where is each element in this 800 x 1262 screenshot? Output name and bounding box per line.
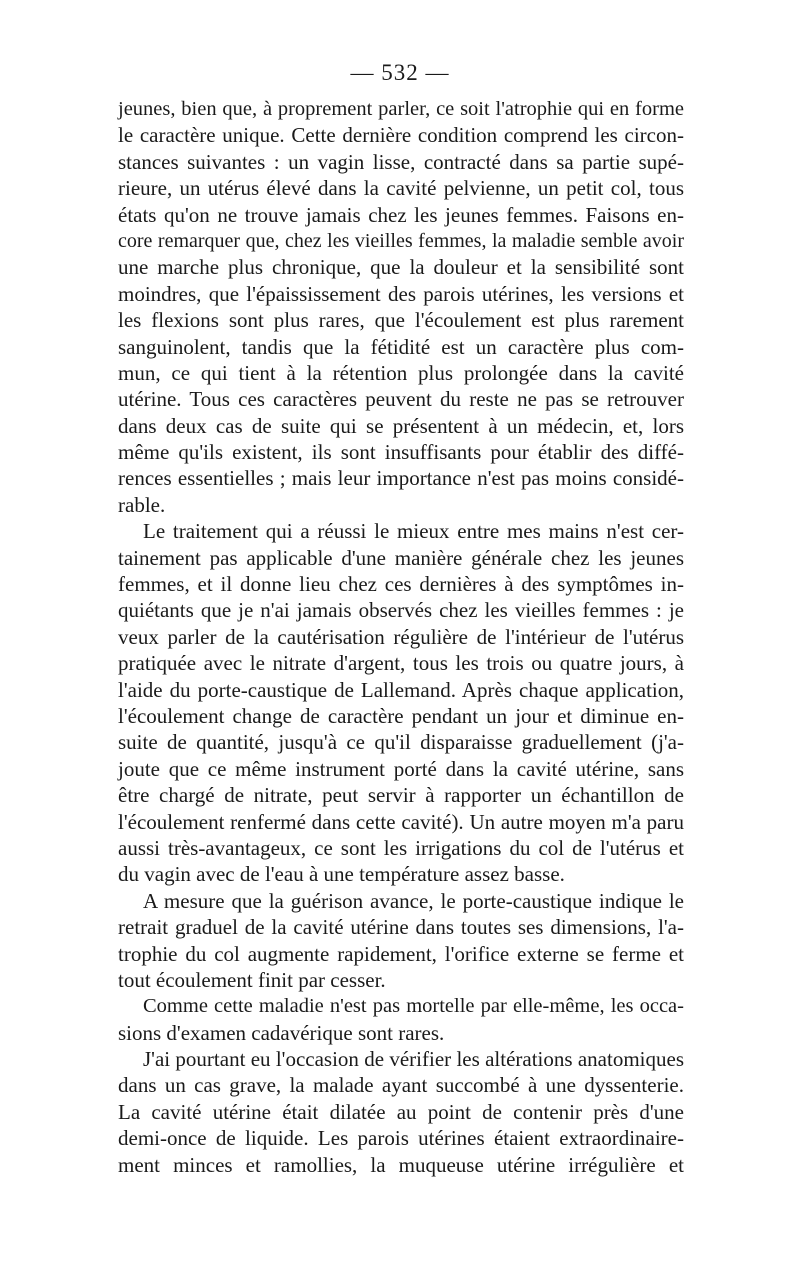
page-number: — 532 — [350, 60, 450, 85]
text-line: Comme cette maladie n'est pas mortelle par elle-même, les occa- [143, 995, 684, 1018]
text-line: quiétants que je n'ai jamais observés chez les vieilles femmes : je [118, 598, 684, 623]
text-line: moindres, que l'épaississement des parois utérines, les versions et [118, 281, 684, 306]
text-line: du vagin avec de l'eau à une température assez basse. [118, 862, 565, 887]
text-line: Le traitement qui a réussi le mieux entre mes mains n'est cer- [143, 519, 684, 544]
text-line: pratiquée avec le nitrate d'argent, tous les trois ou quatre jours, à [118, 651, 684, 676]
text-line: suite de quantité, jusqu'à ce qu'il disparaisse graduellement (j'a- [118, 730, 684, 755]
text-line: rable. [118, 492, 166, 517]
text-line: retrait graduel de la cavité utérine dans toutes ses dimensions, l'a- [118, 915, 684, 940]
text-line: être chargé de nitrate, peut servir à rapporter un échantillon de [118, 783, 684, 808]
text-line: états qu'on ne trouve jamais chez les jeunes femmes. Faisons en- [118, 202, 684, 227]
body-text [118, 96, 684, 1178]
text-line: jeunes, bien que, à proprement parler, ce soit l'atrophie qui en forme [118, 98, 684, 120]
text-line: core remarquer que, chez les vieilles femmes, la maladie semble avoir [118, 229, 684, 252]
text-line: joute que ce même instrument porté dans la cavité utérine, sans [118, 756, 684, 781]
text-line: veux parler de la cautérisation régulière de l'intérieur de l'utérus [118, 624, 684, 649]
text-line: trophie du col augmente rapidement, l'orifice externe se ferme et [118, 941, 684, 966]
text-line: demi-once de liquide. Les parois utérines étaient extraordinaire- [118, 1126, 684, 1151]
text-line: une marche plus chronique, que la douleur et la sensibilité sont [118, 255, 684, 280]
text-line: stances suivantes : un vagin lisse, contracté dans sa partie supé- [118, 149, 684, 174]
text-line: ment minces et ramollies, la muqueuse utérine irrégulière et [118, 1152, 684, 1177]
text-line: utérine. Tous ces caractères peuvent du reste ne pas se retrouver [118, 387, 684, 412]
text-line: sions d'examen cadavérique sont rares. [118, 1020, 445, 1045]
text-line: dans deux cas de suite qui se présentent à un médecin, et, lors [118, 413, 684, 438]
text-line: sanguinolent, tandis que la fétidité est un caractère plus com- [118, 334, 684, 359]
text-line: dans un cas grave, la malade ayant succombé à une dyssenterie. [118, 1073, 684, 1098]
text-line: J'ai pourtant eu l'occasion de vérifier les altérations anatomiques [143, 1047, 684, 1072]
text-line: le caractère unique. Cette dernière condition comprend les circon- [118, 123, 684, 148]
text-line: tout écoulement finit par cesser. [118, 967, 386, 992]
text-line: aussi très-avantageux, ce sont les irrigations du col de l'utérus et [118, 835, 684, 860]
text-line: A mesure que la guérison avance, le porte-caustique indique le [143, 888, 684, 913]
text-line: rieure, un utérus élevé dans la cavité pelvienne, un petit col, tous [118, 176, 684, 201]
text-line: femmes, et il donne lieu chez ces dernières à des symptômes in- [118, 572, 684, 597]
text-line: l'aide du porte-caustique de Lallemand. Après chaque application, [118, 677, 684, 702]
text-line: tainement pas applicable d'une manière générale chez les jeunes [118, 545, 684, 570]
text-line: l'écoulement renfermé dans cette cavité). Un autre moyen m'a paru [118, 809, 684, 834]
text-line: La cavité utérine était dilatée au point de contenir près d'une [118, 1099, 684, 1124]
text-line: les flexions sont plus rares, que l'écoulement est plus rarement [118, 308, 684, 333]
text-line: même qu'ils existent, ils sont insuffisants pour établir des diffé- [118, 440, 684, 465]
text-line: l'écoulement change de caractère pendant un jour et diminue en- [118, 703, 684, 728]
text-line: mun, ce qui tient à la rétention plus prolongée dans la cavité [118, 360, 684, 385]
text-line: rences essentielles ; mais leur importance n'est pas moins considé- [118, 466, 684, 491]
